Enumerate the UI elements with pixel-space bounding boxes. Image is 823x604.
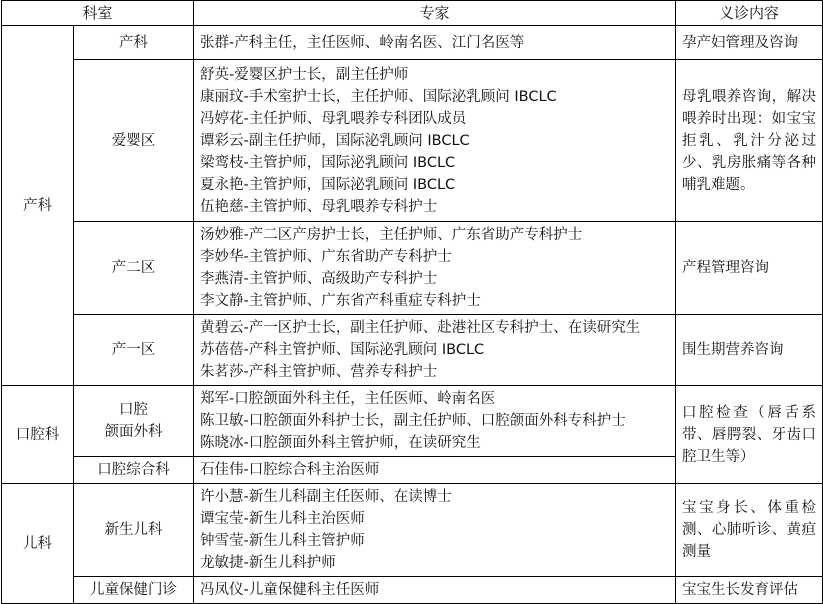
clinic-content-cell: 口腔检查（唇舌系带、唇腭裂、牙齿口腔卫生等） bbox=[676, 386, 823, 484]
clinic-content-cell: 母乳喂养咨询，解决喂养时出现：如宝宝拒乳、乳汁分泌过少、乳房胀痛等各种哺乳难题。 bbox=[676, 60, 823, 222]
expert-line: 陈卫敏-口腔颌面外科护士长，副主任护师、口腔颌面外科专科护士 bbox=[200, 413, 626, 429]
table-row bbox=[2, 484, 823, 577]
experts-cell bbox=[194, 386, 676, 457]
department-cell: 儿科 bbox=[2, 484, 74, 604]
table-row bbox=[2, 26, 823, 60]
expert-line: 龙敏捷-新生儿科护师 bbox=[200, 555, 336, 571]
expert-line: 冯婷花-主任护师、母乳喂养专科团队成员 bbox=[200, 110, 467, 127]
table-row bbox=[2, 386, 823, 457]
expert-line: 陈晓冰-口腔颌面外科主管护师，在读研究生 bbox=[200, 435, 481, 451]
header-row bbox=[2, 1, 823, 26]
sub-department-cell: 口腔综合科 bbox=[74, 457, 194, 484]
experts-cell bbox=[194, 577, 676, 604]
sub-department-cell: 儿童保健门诊 bbox=[74, 577, 194, 604]
clinic-content-cell: 宝宝生长发育评估 bbox=[676, 577, 823, 604]
expert-line: 石佳伟-口腔综合科主治医师 bbox=[200, 462, 380, 478]
experts-cell bbox=[194, 315, 676, 386]
expert-line: 康丽玟-手术室护士长，主任护师、国际泌乳顾问 IBCLC bbox=[200, 88, 557, 105]
expert-line: 许小慧-新生儿科副主任医师、在读博士 bbox=[200, 489, 452, 505]
table-row bbox=[2, 222, 823, 315]
expert-line: 苏蓓蓓-产科主管护师、国际泌乳顾问 IBCLC bbox=[200, 342, 485, 358]
expert-line: 谭彩云-副主任护师，国际泌乳顾问 IBCLC bbox=[200, 132, 470, 149]
expert-line: 梁鸾枝-主管护师，国际泌乳顾问 IBCLC bbox=[200, 154, 456, 171]
table-row bbox=[2, 577, 823, 604]
clinic-schedule-table bbox=[1, 0, 823, 604]
sub-department-cell: 新生儿科 bbox=[74, 484, 194, 577]
sub-department-cell: 产一区 bbox=[74, 315, 194, 386]
expert-line: 张群-产科主任，主任医师、岭南名医、江门名医等 bbox=[200, 34, 525, 51]
clinic-content-cell: 围生期营养咨询 bbox=[676, 315, 823, 386]
experts-cell bbox=[194, 60, 676, 222]
sub-department-cell: 口腔 颌面外科 bbox=[74, 386, 194, 457]
clinic-content-cell: 宝宝身长、体重检测、心肺听诊、黄疸测量 bbox=[676, 484, 823, 577]
expert-line: 谭宝莹-新生儿科主治医师 bbox=[200, 511, 365, 527]
experts-cell bbox=[194, 484, 676, 577]
expert-line: 冯凤仪-儿童保健科主任医师 bbox=[200, 582, 380, 598]
department-cell: 口腔科 bbox=[2, 386, 74, 484]
experts-cell bbox=[194, 457, 676, 484]
sub-department-cell: 产科 bbox=[74, 26, 194, 60]
header-experts: 专家 bbox=[194, 1, 676, 26]
header-clinic-content: 义诊内容 bbox=[676, 1, 823, 26]
expert-line: 李文静-主管护师、广东省产科重症专科护士 bbox=[200, 293, 481, 309]
expert-line: 黄碧云-产一区护士长，副主任护师、赴港社区专科护士、在读研究生 bbox=[200, 320, 641, 336]
sub-department-cell: 爱婴区 bbox=[74, 60, 194, 222]
table-row bbox=[2, 315, 823, 386]
department-cell: 产科 bbox=[2, 26, 74, 386]
expert-line: 李燕清-主管护师、高级助产专科护士 bbox=[200, 271, 438, 287]
expert-line: 李妙华-主管护师、广东省助产专科护士 bbox=[200, 249, 452, 265]
expert-line: 汤妙雅-产二区产房护士长，主任护师、广东省助产专科护士 bbox=[200, 227, 583, 243]
header-department: 科室 bbox=[2, 1, 194, 26]
clinic-content-cell: 产程管理咨询 bbox=[676, 222, 823, 315]
sub-department-cell: 产二区 bbox=[74, 222, 194, 315]
experts-cell bbox=[194, 222, 676, 315]
expert-line: 钟雪莹-新生儿科主管护师 bbox=[200, 533, 365, 549]
expert-line: 舒英-爱婴区护士长，副主任护师 bbox=[200, 66, 409, 83]
expert-line: 伍艳慈-主管护师、母乳喂养专科护士 bbox=[200, 198, 438, 215]
clinic-content-cell: 孕产妇管理及咨询 bbox=[676, 26, 823, 60]
expert-line: 朱茗莎-产科主管护师、营养专科护士 bbox=[200, 364, 438, 380]
experts-cell bbox=[194, 26, 676, 60]
expert-line: 郑军-口腔颌面外科主任，主任医师、岭南名医 bbox=[200, 391, 496, 407]
expert-line: 夏永艳-主管护师，国际泌乳顾问 IBCLC bbox=[200, 176, 456, 193]
table-row bbox=[2, 60, 823, 222]
